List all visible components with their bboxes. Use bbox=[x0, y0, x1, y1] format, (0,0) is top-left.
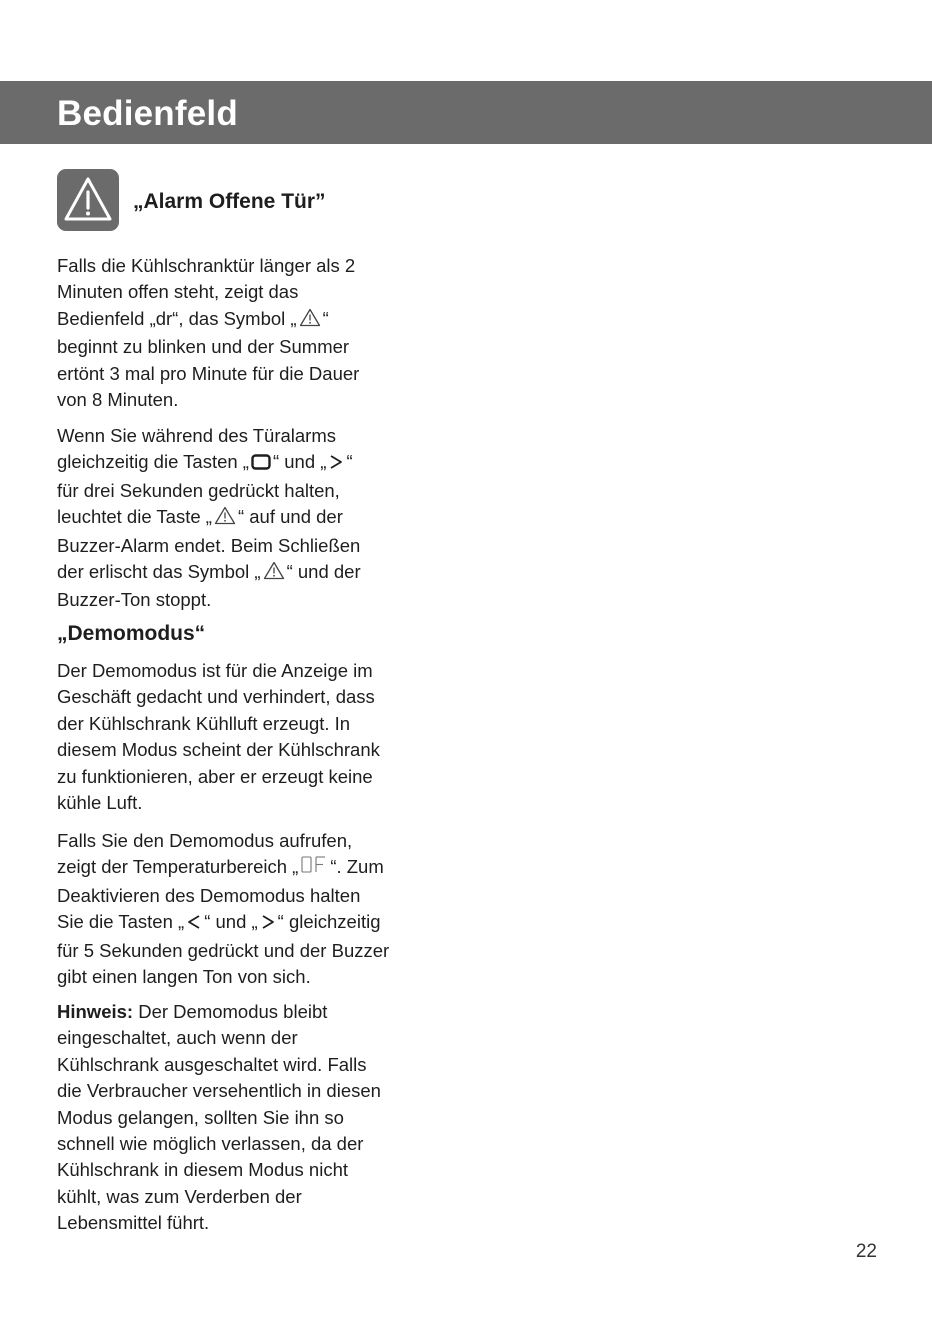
demo-section-heading: „Demomodus“ bbox=[57, 622, 206, 645]
text-line: eingeschaltet, auch wenn der bbox=[57, 1027, 298, 1049]
text-line: Geschäft gedacht und verhindert, dass bbox=[57, 686, 375, 708]
text-fragment: “. Zum bbox=[330, 856, 384, 878]
text-fragment: leuchtet die Taste „ bbox=[57, 506, 212, 528]
text-fragment: zeigt der Temperaturbereich „ bbox=[57, 856, 299, 878]
alarm-paragraph-1 bbox=[57, 253, 452, 413]
text-fragment: Sie die Tasten „ bbox=[57, 911, 185, 933]
text-line: Buzzer-Alarm endet. Beim Schließen bbox=[57, 534, 361, 556]
text-line bbox=[57, 559, 452, 587]
text-line: beginnt zu blinken und der Summer bbox=[57, 336, 350, 358]
chevron-left-icon bbox=[186, 911, 202, 937]
text-line: Minuten offen steht, zeigt das bbox=[57, 281, 299, 303]
warning-symbol-icon bbox=[263, 561, 285, 587]
text-line: Lebensmittel führt. bbox=[57, 1212, 210, 1234]
text-line: diesem Modus scheint der Kühlschrank bbox=[57, 739, 380, 761]
text-line: kühle Luft. bbox=[57, 792, 143, 814]
chevron-right-icon bbox=[328, 451, 344, 477]
warning-symbol-icon bbox=[299, 308, 321, 334]
door-button-icon bbox=[251, 451, 271, 477]
text-fragment: der erlischt das Symbol „ bbox=[57, 561, 261, 583]
text-fragment: “ bbox=[322, 307, 329, 329]
page-title: Bedienfeld bbox=[57, 94, 238, 133]
note-label: Hinweis: bbox=[57, 1001, 134, 1022]
text-line: der Kühlschrank Kühlluft erzeugt. In bbox=[57, 712, 351, 734]
text-line: Wenn Sie während des Türalarms bbox=[57, 425, 337, 446]
text-line: für 5 Sekunden gedrückt und der Buzzer bbox=[57, 939, 390, 961]
alarm-paragraph-2 bbox=[57, 423, 452, 614]
text-fragment: Der Demomodus bleibt bbox=[133, 1001, 328, 1022]
text-line bbox=[57, 854, 452, 882]
text-line: zu funktionieren, aber er erzeugt keine bbox=[57, 765, 373, 787]
text-line: Kühlschrank ausgeschaltet wird. Falls bbox=[57, 1053, 367, 1075]
text-line: Modus gelangen, sollten Sie ihn so bbox=[57, 1106, 344, 1128]
demo-note-paragraph bbox=[57, 999, 452, 1237]
text-fragment: “ bbox=[346, 451, 353, 473]
text-line bbox=[57, 306, 452, 334]
text-line: für drei Sekunden gedrückt halten, bbox=[57, 479, 340, 501]
chevron-right-icon bbox=[260, 911, 276, 937]
text-line: kühlt, was zum Verderben der bbox=[57, 1185, 302, 1207]
text-line: ertönt 3 mal pro Minute für die Dauer bbox=[57, 362, 360, 384]
text-line: von 8 Minuten. bbox=[57, 389, 179, 411]
warning-triangle-icon bbox=[57, 169, 119, 231]
text-line: gibt einen langen Ton von sich. bbox=[57, 966, 311, 988]
text-line bbox=[57, 999, 452, 1025]
text-line: Falls die Kühlschranktür länger als 2 bbox=[57, 255, 356, 276]
segment-display-of-icon bbox=[300, 855, 328, 882]
text-fragment: gleichzeitig die Tasten „ bbox=[57, 451, 249, 473]
text-fragment: “ und „ bbox=[272, 451, 327, 473]
text-line: die Verbraucher versehentlich in diesen bbox=[57, 1080, 381, 1102]
text-line: Falls Sie den Demomodus aufrufen, bbox=[57, 830, 353, 851]
text-fragment: “ und „ bbox=[204, 911, 258, 933]
text-line: schnell wie möglich verlassen, da der bbox=[57, 1133, 364, 1155]
text-fragment: Bedienfeld „dr“, das Symbol „ bbox=[57, 307, 297, 329]
text-fragment: “ gleichzeitig bbox=[277, 911, 381, 933]
text-fragment: “ und der bbox=[286, 561, 361, 583]
text-line: Deaktivieren des Demomodus halten bbox=[57, 884, 361, 906]
text-line: Der Demomodus ist für die Anzeige im bbox=[57, 660, 373, 681]
warning-symbol-icon bbox=[214, 506, 236, 532]
demo-paragraph-1 bbox=[57, 658, 452, 816]
text-line bbox=[57, 909, 452, 937]
text-line: Buzzer-Ton stoppt. bbox=[57, 589, 212, 611]
alarm-section-heading: „Alarm Offene Tür” bbox=[133, 190, 326, 213]
text-fragment: “ auf und der bbox=[237, 506, 343, 528]
text-line bbox=[57, 449, 452, 477]
page-number: 22 bbox=[855, 1241, 877, 1262]
demo-paragraph-2 bbox=[57, 828, 452, 990]
text-line bbox=[57, 504, 452, 532]
text-line: Kühlschrank in diesem Modus nicht bbox=[57, 1159, 349, 1181]
